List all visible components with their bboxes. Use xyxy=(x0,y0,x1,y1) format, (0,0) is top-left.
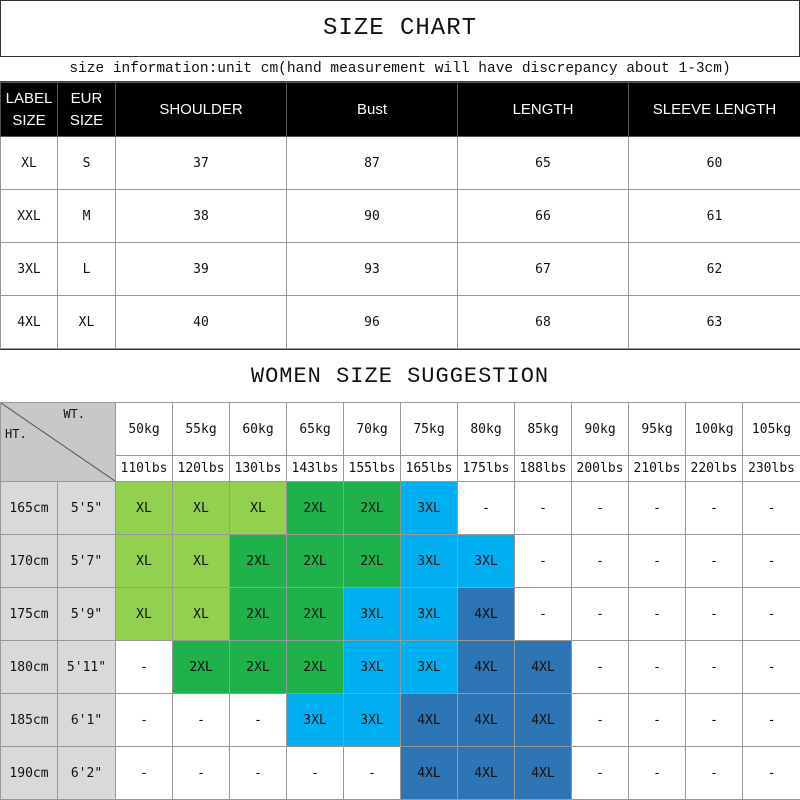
size-chart-cell: L xyxy=(58,243,116,296)
suggested-size-cell: - xyxy=(686,641,743,694)
weight-lbs-cell: 120lbs xyxy=(173,456,230,482)
height-row xyxy=(1,482,800,535)
height-ft-cell: 5'11" xyxy=(58,641,116,694)
weight-kg-cell: 70kg xyxy=(344,403,401,456)
height-row xyxy=(1,641,800,694)
weight-kg-row xyxy=(1,403,800,456)
size-chart-cell: 60 xyxy=(629,137,800,190)
height-ft-cell: 6'2" xyxy=(58,747,116,800)
suggested-size-cell: - xyxy=(116,641,173,694)
suggested-size-cell: 2XL xyxy=(230,588,287,641)
suggested-size-cell: 3XL xyxy=(287,694,344,747)
suggested-size-cell: - xyxy=(743,641,800,694)
weight-lbs-cell: 230lbs xyxy=(743,456,800,482)
suggested-size-cell: 2XL xyxy=(230,535,287,588)
height-cm-cell: 185cm xyxy=(1,694,58,747)
weight-lbs-cell: 220lbs xyxy=(686,456,743,482)
size-chart-cell: 37 xyxy=(116,137,287,190)
suggested-size-cell: 4XL xyxy=(515,641,572,694)
suggested-size-cell: XL xyxy=(173,535,230,588)
suggested-size-cell: 2XL xyxy=(287,588,344,641)
suggested-size-cell: - xyxy=(515,535,572,588)
suggested-size-cell: - xyxy=(344,747,401,800)
suggested-size-cell: 4XL xyxy=(458,747,515,800)
header-length: LENGTH xyxy=(458,83,629,137)
weight-lbs-cell: 130lbs xyxy=(230,456,287,482)
suggested-size-cell: 4XL xyxy=(515,747,572,800)
suggested-size-cell: - xyxy=(572,694,629,747)
height-cm-cell: 175cm xyxy=(1,588,58,641)
size-chart-cell: 93 xyxy=(287,243,458,296)
height-ft-cell: 5'5" xyxy=(58,482,116,535)
suggested-size-cell: - xyxy=(743,535,800,588)
suggested-size-cell: - xyxy=(686,694,743,747)
suggested-size-cell: 4XL xyxy=(458,694,515,747)
size-chart-cell: 87 xyxy=(287,137,458,190)
size-suggestion-table xyxy=(0,402,800,800)
weight-kg-cell: 55kg xyxy=(173,403,230,456)
suggested-size-cell: 2XL xyxy=(344,535,401,588)
suggested-size-cell: - xyxy=(686,588,743,641)
suggested-size-cell: - xyxy=(458,482,515,535)
height-cm-cell: 170cm xyxy=(1,535,58,588)
size-chart-cell: 3XL xyxy=(1,243,58,296)
header-eur-size: EUR SIZE xyxy=(58,83,116,137)
suggested-size-cell: - xyxy=(230,694,287,747)
size-chart-cell: 38 xyxy=(116,190,287,243)
suggested-size-cell: - xyxy=(629,641,686,694)
size-chart-cell: XL xyxy=(1,137,58,190)
weight-lbs-cell: 143lbs xyxy=(287,456,344,482)
size-chart-table xyxy=(0,82,800,349)
suggested-size-cell: - xyxy=(116,747,173,800)
height-ft-cell: 6'1" xyxy=(58,694,116,747)
weight-kg-cell: 50kg xyxy=(116,403,173,456)
suggested-size-cell: - xyxy=(629,482,686,535)
size-chart-cell: 90 xyxy=(287,190,458,243)
suggested-size-cell: - xyxy=(743,694,800,747)
size-chart-cell: XL xyxy=(58,296,116,349)
size-chart-row xyxy=(1,190,800,243)
weight-lbs-cell: 175lbs xyxy=(458,456,515,482)
suggested-size-cell: 4XL xyxy=(458,588,515,641)
suggested-size-cell: 2XL xyxy=(173,641,230,694)
size-chart-row xyxy=(1,243,800,296)
header-sleeve-length: SLEEVE LENGTH xyxy=(629,83,800,137)
weight-kg-cell: 105kg xyxy=(743,403,800,456)
weight-lbs-cell: 155lbs xyxy=(344,456,401,482)
weight-kg-cell: 75kg xyxy=(401,403,458,456)
weight-lbs-cell: 200lbs xyxy=(572,456,629,482)
suggested-size-cell: - xyxy=(572,747,629,800)
suggested-size-cell: 3XL xyxy=(401,641,458,694)
suggested-size-cell: - xyxy=(629,588,686,641)
suggested-size-cell: - xyxy=(173,694,230,747)
suggested-size-cell: 2XL xyxy=(344,482,401,535)
size-chart-cell: S xyxy=(58,137,116,190)
height-row xyxy=(1,747,800,800)
suggested-size-cell: XL xyxy=(116,482,173,535)
suggested-size-cell: - xyxy=(572,641,629,694)
suggested-size-cell: 4XL xyxy=(458,641,515,694)
suggested-size-cell: 2XL xyxy=(287,641,344,694)
weight-kg-cell: 60kg xyxy=(230,403,287,456)
suggested-size-cell: - xyxy=(572,588,629,641)
size-chart-cell: 67 xyxy=(458,243,629,296)
size-chart-cell: M xyxy=(58,190,116,243)
size-chart-cell: 68 xyxy=(458,296,629,349)
suggested-size-cell: XL xyxy=(230,482,287,535)
size-chart-cell: XXL xyxy=(1,190,58,243)
height-cm-cell: 165cm xyxy=(1,482,58,535)
size-chart-cell: 66 xyxy=(458,190,629,243)
suggested-size-cell: - xyxy=(230,747,287,800)
suggested-size-cell: 3XL xyxy=(458,535,515,588)
suggested-size-cell: 4XL xyxy=(401,747,458,800)
weight-lbs-row xyxy=(1,456,800,482)
women-size-suggestion-title: WOMEN SIZE SUGGESTION xyxy=(0,349,800,402)
suggested-size-cell: XL xyxy=(116,588,173,641)
suggested-size-cell: 3XL xyxy=(344,641,401,694)
suggested-size-cell: 2XL xyxy=(230,641,287,694)
suggested-size-cell: - xyxy=(743,588,800,641)
height-row xyxy=(1,588,800,641)
size-chart-cell: 61 xyxy=(629,190,800,243)
measurement-note: size information:unit cm(hand measurement will have discrepancy about 1-3cm) xyxy=(0,57,800,82)
suggested-size-cell: - xyxy=(572,482,629,535)
header-bust: Bust xyxy=(287,83,458,137)
corner-weight-label: WT. xyxy=(63,407,85,421)
suggested-size-cell: 3XL xyxy=(401,482,458,535)
suggested-size-cell: 3XL xyxy=(401,588,458,641)
suggested-size-cell: 3XL xyxy=(401,535,458,588)
suggested-size-cell: 3XL xyxy=(344,588,401,641)
height-row xyxy=(1,535,800,588)
size-chart-header-row xyxy=(1,83,800,137)
height-ft-cell: 5'9" xyxy=(58,588,116,641)
suggested-size-cell: XL xyxy=(173,588,230,641)
suggested-size-cell: - xyxy=(515,482,572,535)
suggested-size-cell: - xyxy=(287,747,344,800)
suggested-size-cell: - xyxy=(743,747,800,800)
suggested-size-cell: - xyxy=(686,482,743,535)
size-chart-cell: 4XL xyxy=(1,296,58,349)
size-chart-cell: 40 xyxy=(116,296,287,349)
suggested-size-cell: 4XL xyxy=(401,694,458,747)
size-chart-title: SIZE CHART xyxy=(0,0,800,57)
size-chart-cell: 65 xyxy=(458,137,629,190)
size-chart-cell: 63 xyxy=(629,296,800,349)
suggested-size-cell: - xyxy=(686,535,743,588)
suggested-size-cell: - xyxy=(743,482,800,535)
weight-kg-cell: 90kg xyxy=(572,403,629,456)
corner-header xyxy=(1,403,116,482)
size-chart-row xyxy=(1,296,800,349)
suggested-size-cell: 3XL xyxy=(344,694,401,747)
suggested-size-cell: - xyxy=(629,747,686,800)
diagonal-line xyxy=(1,403,115,481)
header-label-size: LABEL SIZE xyxy=(1,83,58,137)
size-chart-cell: 39 xyxy=(116,243,287,296)
height-row xyxy=(1,694,800,747)
suggested-size-cell: - xyxy=(629,535,686,588)
corner-height-label: HT. xyxy=(5,427,27,441)
weight-kg-cell: 100kg xyxy=(686,403,743,456)
weight-kg-cell: 95kg xyxy=(629,403,686,456)
header-shoulder: SHOULDER xyxy=(116,83,287,137)
size-chart-cell: 62 xyxy=(629,243,800,296)
height-ft-cell: 5'7" xyxy=(58,535,116,588)
suggested-size-cell: - xyxy=(686,747,743,800)
weight-lbs-cell: 188lbs xyxy=(515,456,572,482)
suggested-size-cell: 2XL xyxy=(287,482,344,535)
suggested-size-cell: 4XL xyxy=(515,694,572,747)
suggested-size-cell: - xyxy=(515,588,572,641)
weight-kg-cell: 65kg xyxy=(287,403,344,456)
weight-lbs-cell: 210lbs xyxy=(629,456,686,482)
weight-lbs-cell: 110lbs xyxy=(116,456,173,482)
weight-kg-cell: 80kg xyxy=(458,403,515,456)
height-cm-cell: 180cm xyxy=(1,641,58,694)
suggested-size-cell: XL xyxy=(173,482,230,535)
suggested-size-cell: XL xyxy=(116,535,173,588)
size-chart-row xyxy=(1,137,800,190)
weight-lbs-cell: 165lbs xyxy=(401,456,458,482)
suggested-size-cell: - xyxy=(173,747,230,800)
height-cm-cell: 190cm xyxy=(1,747,58,800)
size-chart-cell: 96 xyxy=(287,296,458,349)
suggested-size-cell: - xyxy=(116,694,173,747)
weight-kg-cell: 85kg xyxy=(515,403,572,456)
suggested-size-cell: - xyxy=(629,694,686,747)
suggested-size-cell: 2XL xyxy=(287,535,344,588)
suggested-size-cell: - xyxy=(572,535,629,588)
